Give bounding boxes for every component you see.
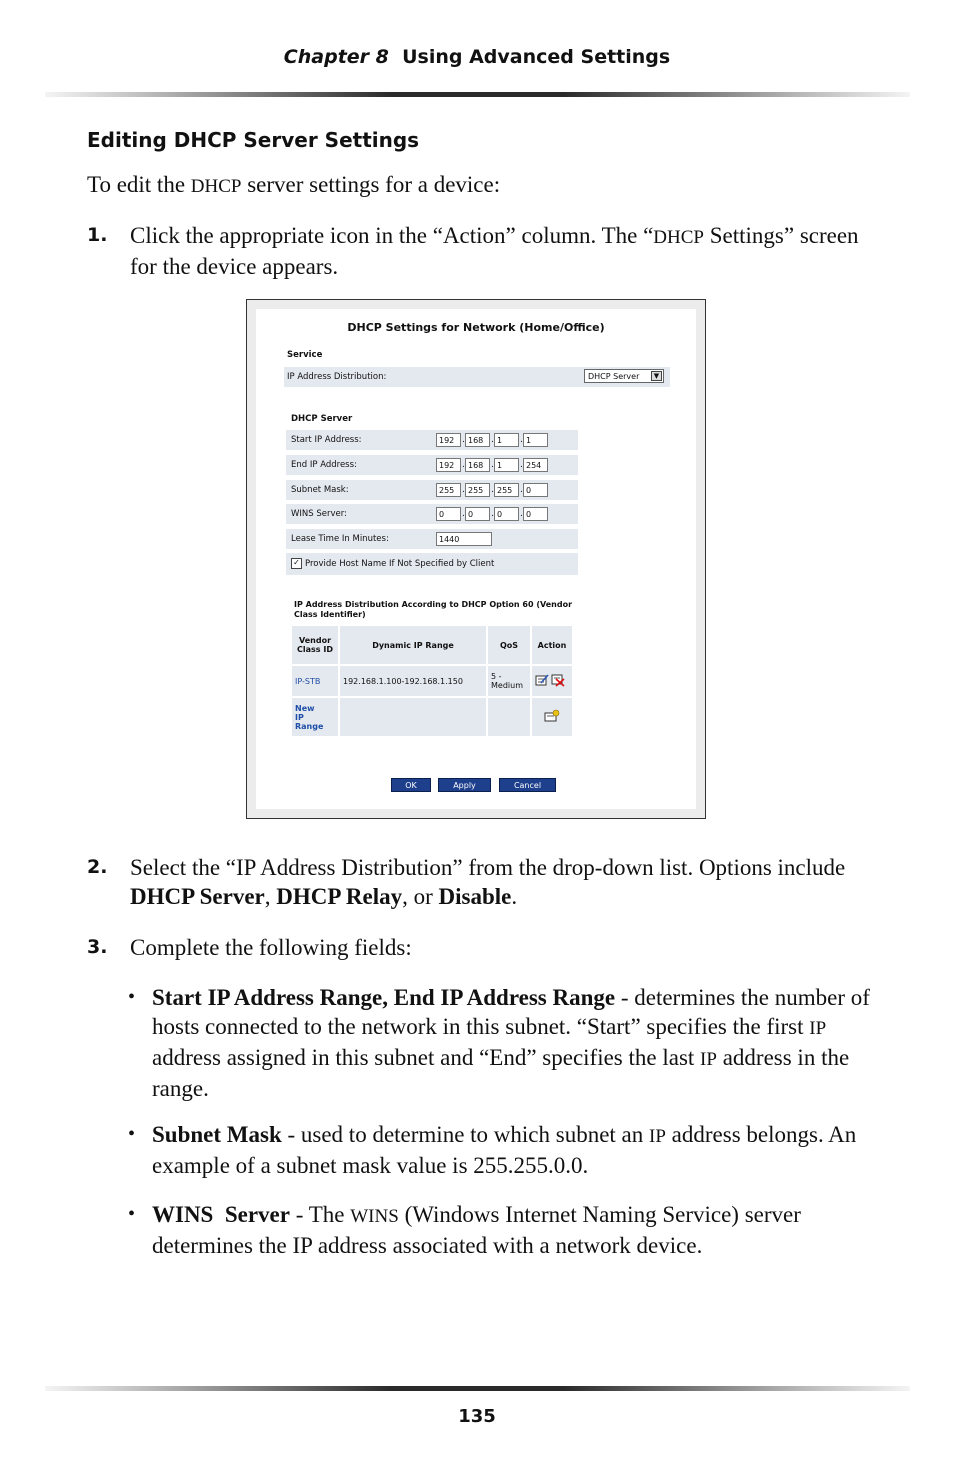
octet-separator: . bbox=[491, 460, 494, 470]
octet-separator: . bbox=[520, 485, 523, 495]
table-row bbox=[291, 665, 573, 697]
chapter-number: Chapter 8 bbox=[283, 46, 389, 68]
subnet-mask-label: Subnet Mask: bbox=[291, 485, 349, 495]
step-text bbox=[130, 221, 880, 281]
provide-host-wrap bbox=[291, 558, 494, 569]
table-header-row bbox=[291, 625, 573, 665]
octet-separator: . bbox=[491, 485, 494, 495]
acronym-ip: IP bbox=[649, 1126, 666, 1147]
start-ip-octet-4[interactable]: 1 bbox=[523, 433, 548, 447]
chapter-title: Using Advanced Settings bbox=[402, 46, 671, 68]
option-disable: Disable bbox=[438, 884, 512, 909]
term-subnet-mask: Subnet Mask bbox=[152, 1122, 282, 1147]
acronym-wins: WINS bbox=[350, 1206, 399, 1227]
dhcp-settings-screenshot bbox=[246, 299, 706, 819]
start-ip-octet-1[interactable]: 192 bbox=[436, 433, 461, 447]
bullet3-text-2: (Windows Internet Naming Service) server determines the IP address associated with a network device. bbox=[152, 1202, 801, 1258]
ip-range-cell: 192.168.1.100-192.168.1.150 bbox=[339, 665, 487, 697]
octet-separator: . bbox=[491, 509, 494, 519]
bullet1-text-3: address in the range. bbox=[152, 1045, 850, 1101]
lease-time-input[interactable]: 1440 bbox=[436, 532, 492, 546]
footer-rule bbox=[45, 1386, 910, 1391]
octet-separator: . bbox=[462, 509, 465, 519]
wins-octet-3[interactable]: 0 bbox=[494, 507, 519, 521]
dhcp-server-label: DHCP Server bbox=[291, 414, 353, 424]
lease-time-label: Lease Time In Minutes: bbox=[291, 534, 389, 544]
header-action: Action bbox=[531, 625, 573, 665]
new-ip-range-link[interactable]: New IP Range bbox=[295, 703, 324, 731]
end-ip-octet-3[interactable]: 1 bbox=[494, 458, 519, 472]
provide-host-label: Provide Host Name If Not Specified by Client bbox=[305, 559, 495, 569]
subnet-mask-octet-4[interactable]: 0 bbox=[523, 483, 548, 497]
start-ip-octet-3[interactable]: 1 bbox=[494, 433, 519, 447]
acronym-ip: IP bbox=[700, 1049, 717, 1070]
wins-server-label: WINS Server: bbox=[291, 509, 347, 519]
term-wins-server: WINS Server bbox=[152, 1202, 290, 1227]
option-dhcp-server: DHCP Server bbox=[130, 884, 265, 909]
subnet-mask-octet-3[interactable]: 255 bbox=[494, 483, 519, 497]
section-heading: Editing DHCP Server Settings bbox=[87, 128, 420, 152]
lease-time-row bbox=[286, 527, 578, 549]
header-dynamic-range: Dynamic IP Range bbox=[339, 625, 487, 665]
vendor-class-cell bbox=[291, 665, 339, 697]
option60-title: IP Address Distribution According to DHCP Option 60 (Vendor Class Identifier) bbox=[294, 600, 573, 619]
end-ip-octet-1[interactable]: 192 bbox=[436, 458, 461, 472]
add-action-cell bbox=[531, 697, 573, 737]
ip-distribution-label: IP Address Distribution: bbox=[287, 372, 387, 382]
bullet1-text-2: address assigned in this subnet and “End” specifies the last bbox=[152, 1045, 701, 1070]
step1-text-1: Click the appropriate icon in the “Action” column. The “ bbox=[130, 223, 654, 248]
bullet2-text-2: address belongs. An example of a subnet mask value is 255.255.0.0. bbox=[152, 1122, 857, 1178]
term-ip-range: Start IP Address Range, End IP Address Range bbox=[152, 985, 616, 1010]
step-text bbox=[130, 853, 880, 911]
ok-button[interactable]: OK bbox=[391, 778, 431, 792]
action-icons bbox=[535, 673, 565, 687]
step2-text: Select the “IP Address Distribution” from the drop-down list. Options include bbox=[130, 855, 846, 880]
screen-title: DHCP Settings for Network (Home/Office) bbox=[347, 321, 605, 334]
subnet-mask-row bbox=[286, 478, 578, 500]
bullet-symbol: • bbox=[128, 986, 136, 1008]
octet-separator: . bbox=[462, 435, 465, 445]
step-number: 3. bbox=[87, 936, 108, 958]
separator: , or bbox=[402, 884, 439, 909]
step-number: 1. bbox=[87, 224, 108, 246]
separator: , bbox=[264, 884, 277, 909]
end-ip-octet-2[interactable]: 168 bbox=[465, 458, 490, 472]
service-label: Service bbox=[287, 350, 323, 360]
period: . bbox=[511, 884, 518, 909]
screenshot-content bbox=[256, 309, 696, 809]
provide-host-row bbox=[286, 551, 578, 575]
running-header bbox=[0, 46, 954, 68]
start-ip-row bbox=[286, 428, 578, 450]
acronym-ip: IP bbox=[809, 1018, 827, 1039]
provide-host-checkbox[interactable]: ✓ bbox=[291, 558, 302, 569]
action-cell bbox=[531, 665, 573, 697]
page-number: 135 bbox=[458, 1406, 496, 1427]
bullet-symbol: • bbox=[128, 1203, 136, 1225]
start-ip-label: Start IP Address: bbox=[291, 435, 362, 445]
empty-cell bbox=[487, 697, 531, 737]
end-ip-row bbox=[286, 453, 578, 475]
octet-separator: . bbox=[520, 509, 523, 519]
bullet-symbol: • bbox=[128, 1123, 136, 1145]
start-ip-octet-2[interactable]: 168 bbox=[465, 433, 490, 447]
header-qos: QoS bbox=[487, 625, 531, 665]
subnet-mask-octet-2[interactable]: 255 bbox=[465, 483, 490, 497]
delete-icon[interactable] bbox=[552, 675, 564, 686]
apply-button[interactable]: Apply bbox=[438, 778, 491, 792]
intro-text-1: To edit the bbox=[87, 172, 191, 197]
bullet1-text-1: - determines the number of hosts connected to the network in this subnet. “Start” specifies the first bbox=[152, 985, 870, 1039]
vendor-class-table bbox=[290, 624, 574, 738]
cancel-button[interactable]: Cancel bbox=[499, 778, 556, 792]
ip-distribution-value: DHCP Server bbox=[588, 372, 640, 381]
ip-distribution-select[interactable] bbox=[584, 369, 664, 383]
octet-separator: . bbox=[520, 435, 523, 445]
bullet-text bbox=[152, 983, 877, 1103]
header-vendor-class: Vendor Class ID bbox=[291, 625, 339, 665]
wins-octet-4[interactable]: 0 bbox=[523, 507, 548, 521]
intro-acronym: DHCP bbox=[190, 176, 242, 197]
octet-separator: . bbox=[462, 485, 465, 495]
dropdown-arrow-icon[interactable]: ▼ bbox=[651, 371, 662, 381]
end-ip-label: End IP Address: bbox=[291, 460, 357, 470]
step1-text-2: Settings” screen for the device appears. bbox=[130, 223, 859, 279]
intro-text-2: server settings for a device: bbox=[241, 172, 501, 197]
vendor-class-link[interactable]: IP-STB bbox=[295, 676, 321, 686]
step-text: Complete the following fields: bbox=[130, 935, 412, 960]
step1-acronym: DHCP bbox=[653, 227, 704, 248]
bullet-text bbox=[152, 1200, 877, 1260]
octet-separator: . bbox=[491, 435, 494, 445]
bullet-text bbox=[152, 1120, 877, 1180]
bullet2-text-1: - used to determine to which subnet an bbox=[281, 1122, 650, 1147]
empty-cell bbox=[339, 697, 487, 737]
table-row bbox=[291, 697, 573, 737]
step-number: 2. bbox=[87, 856, 108, 878]
octet-separator: . bbox=[520, 460, 523, 470]
qos-cell: 5 - Medium bbox=[487, 665, 531, 697]
intro-paragraph bbox=[87, 170, 500, 201]
end-ip-octet-4[interactable]: 254 bbox=[523, 458, 548, 472]
bullet3-text-1: - The bbox=[289, 1202, 351, 1227]
wins-octet-1[interactable]: 0 bbox=[436, 507, 461, 521]
add-icon[interactable] bbox=[544, 709, 560, 723]
option-dhcp-relay: DHCP Relay bbox=[276, 884, 403, 909]
wins-octet-2[interactable]: 0 bbox=[465, 507, 490, 521]
edit-icon[interactable] bbox=[536, 675, 548, 685]
header-rule bbox=[45, 92, 910, 97]
wins-server-row bbox=[286, 502, 578, 524]
octet-separator: . bbox=[462, 460, 465, 470]
subnet-mask-octet-1[interactable]: 255 bbox=[436, 483, 461, 497]
new-range-cell bbox=[291, 697, 339, 737]
